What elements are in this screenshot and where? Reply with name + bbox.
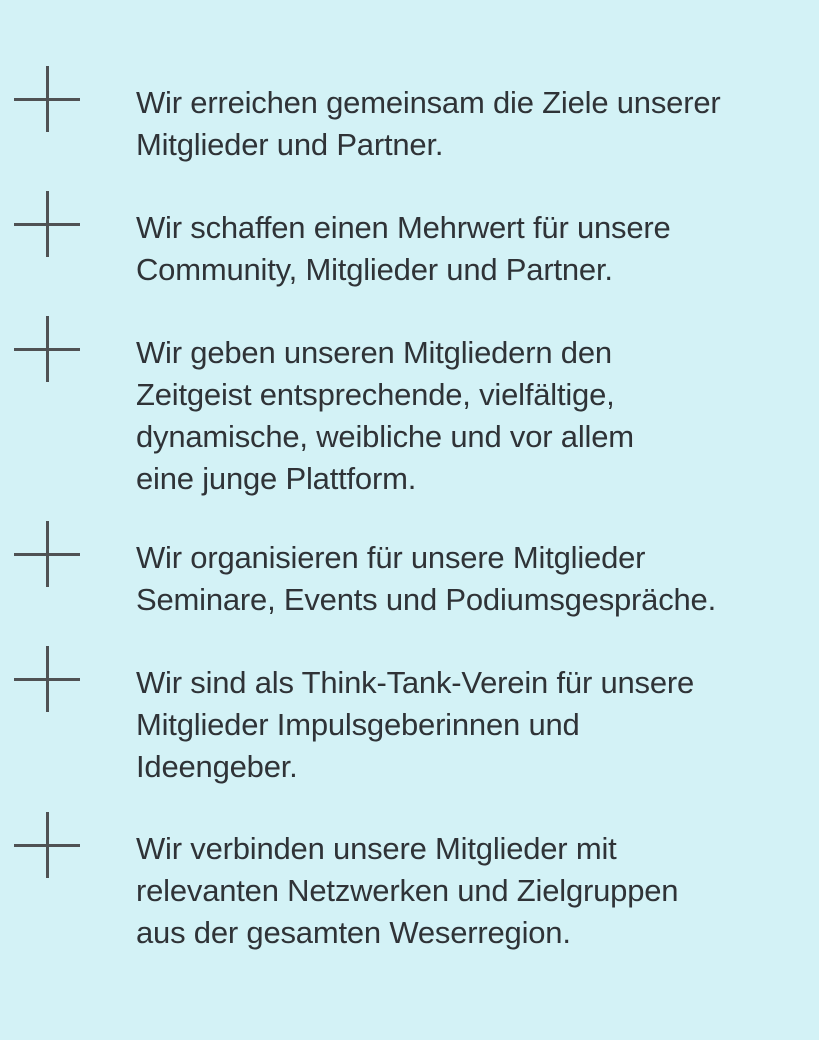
plus-icon (14, 812, 80, 878)
plus-icon (14, 66, 80, 132)
goal-text-2: Wir schaffen einen Mehrwert für unsere Community, Mitglieder und Partner. (136, 210, 671, 287)
goal-text-1: Wir erreichen gemeinsam die Ziele unserer Mitglieder und Partner. (136, 85, 721, 162)
plus-icon (14, 191, 80, 257)
goal-text-5: Wir sind als Think-Tank-Verein für unsere Mitglieder Impulsgeberinnen und Ideengeber. (136, 665, 695, 784)
plus-icon (14, 316, 80, 382)
goal-item-6 (0, 812, 819, 978)
goals-list (0, 66, 819, 978)
goal-item-1 (0, 66, 819, 191)
plus-icon (14, 521, 80, 587)
goal-item-3 (0, 316, 819, 521)
goal-text-4: Wir organisieren für unsere Mitglieder Seminare, Events und Podiumsgespräche. (136, 540, 717, 617)
goal-text-3: Wir geben unseren Mitgliedern den Zeitgeist entsprechende, vielfältige, dynamische, weibliche und vor allem eine junge Plattform. (136, 335, 634, 496)
goal-item-5 (0, 646, 819, 812)
goal-item-4 (0, 521, 819, 646)
plus-icon (14, 646, 80, 712)
goal-item-2 (0, 191, 819, 316)
goal-text-6: Wir verbinden unsere Mitglieder mit relevanten Netzwerken und Zielgruppen aus der gesamten Weserregion. (136, 831, 679, 950)
